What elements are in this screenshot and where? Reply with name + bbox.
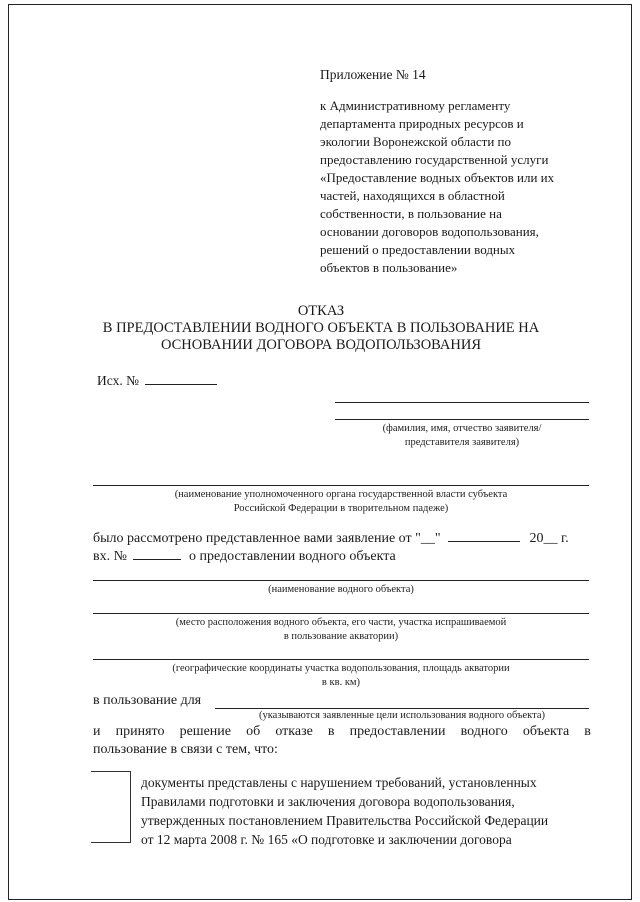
- document-page: [8, 4, 632, 900]
- application-month-field[interactable]: [448, 541, 520, 542]
- reason-line: Правилами подготовки и заключения договора водопользования,: [141, 794, 515, 809]
- outgoing-number-field[interactable]: [145, 384, 217, 385]
- document-subtitle-line1: В ПРЕДОСТАВЛЕНИИ ВОДНОГО ОБЪЕКТА В ПОЛЬЗОВАНИЕ НА: [102, 320, 540, 336]
- coordinates-caption: (географические координаты участка водопользования, площадь акватории в кв. км): [172, 663, 510, 688]
- regulation-line: объектов в пользование»: [320, 260, 458, 275]
- regulation-reference: [320, 97, 620, 277]
- outgoing-number: [97, 373, 217, 389]
- considered-line: [93, 531, 569, 547]
- appendix-number: Приложение № 14: [320, 67, 426, 82]
- reason-paragraph: [141, 773, 611, 849]
- about-text: о предоставлении водного объекта: [188, 549, 396, 564]
- incoming-number-label: вх. №: [93, 549, 127, 564]
- applicant-line-2[interactable]: [335, 419, 589, 420]
- document-title: ОТКАЗ: [297, 303, 345, 319]
- coordinates-line[interactable]: [93, 659, 589, 660]
- year-prefix: 20__ г.: [529, 531, 569, 546]
- applicant-line-1[interactable]: [335, 402, 589, 403]
- water-object-line[interactable]: [93, 580, 589, 581]
- document-subtitle-line2: ОСНОВАНИИ ДОГОВОРА ВОДОПОЛЬЗОВАНИЯ: [160, 337, 482, 353]
- regulation-line: решений о предоставлении водных: [320, 242, 516, 257]
- regulation-line: частей, находящихся в областной: [320, 188, 505, 203]
- authority-caption: (наименование уполномоченного органа государственной власти субъекта Российской Федерации в творительном падеже): [174, 489, 508, 514]
- purpose-caption: (указываются заявленные цели использования водного объекта): [258, 710, 546, 721]
- location-line[interactable]: [93, 613, 589, 614]
- reason-line: утвержденных постановлением Правительства Российской Федерации: [141, 813, 549, 828]
- regulation-line: собственности, в пользование на: [320, 206, 502, 221]
- reason-line: от 12 марта 2008 г. № 165 «О подготовке и заключении договора: [141, 832, 512, 847]
- regulation-line: основании договоров водопользования,: [320, 224, 539, 239]
- regulation-line: к Административному регламенту: [320, 98, 511, 113]
- use-for-label: в пользование для: [93, 693, 202, 708]
- incoming-number-field[interactable]: [133, 559, 181, 560]
- water-object-caption: (наименование водного объекта): [268, 584, 414, 595]
- considered-text: было рассмотрено представленное вами заявление от "__": [93, 531, 441, 546]
- location-caption: (место расположения водного объекта, его части, участка испрашиваемой в пользование акватории): [175, 617, 507, 642]
- authority-line[interactable]: [93, 485, 589, 486]
- decision-line: и принято решение об отказе в предоставлении водного объекта в: [93, 724, 591, 739]
- regulation-line: экологии Воронежской области по: [320, 134, 511, 149]
- applicant-caption: (фамилия, имя, отчество заявителя/ представителя заявителя): [382, 423, 542, 448]
- reason-line: документы представлены с нарушением требований, установленных: [141, 775, 537, 790]
- regulation-line: «Предоставление водных объектов или их: [320, 170, 555, 185]
- reason-checkbox[interactable]: [91, 771, 131, 843]
- regulation-line: департамента природных ресурсов и: [320, 116, 524, 131]
- decision-line-2: пользование в связи с тем, что:: [93, 742, 278, 757]
- outgoing-number-label: Исх. №: [97, 373, 139, 388]
- regulation-line: предоставлению государственной услуги: [320, 152, 549, 167]
- incoming-number-line: [93, 549, 396, 565]
